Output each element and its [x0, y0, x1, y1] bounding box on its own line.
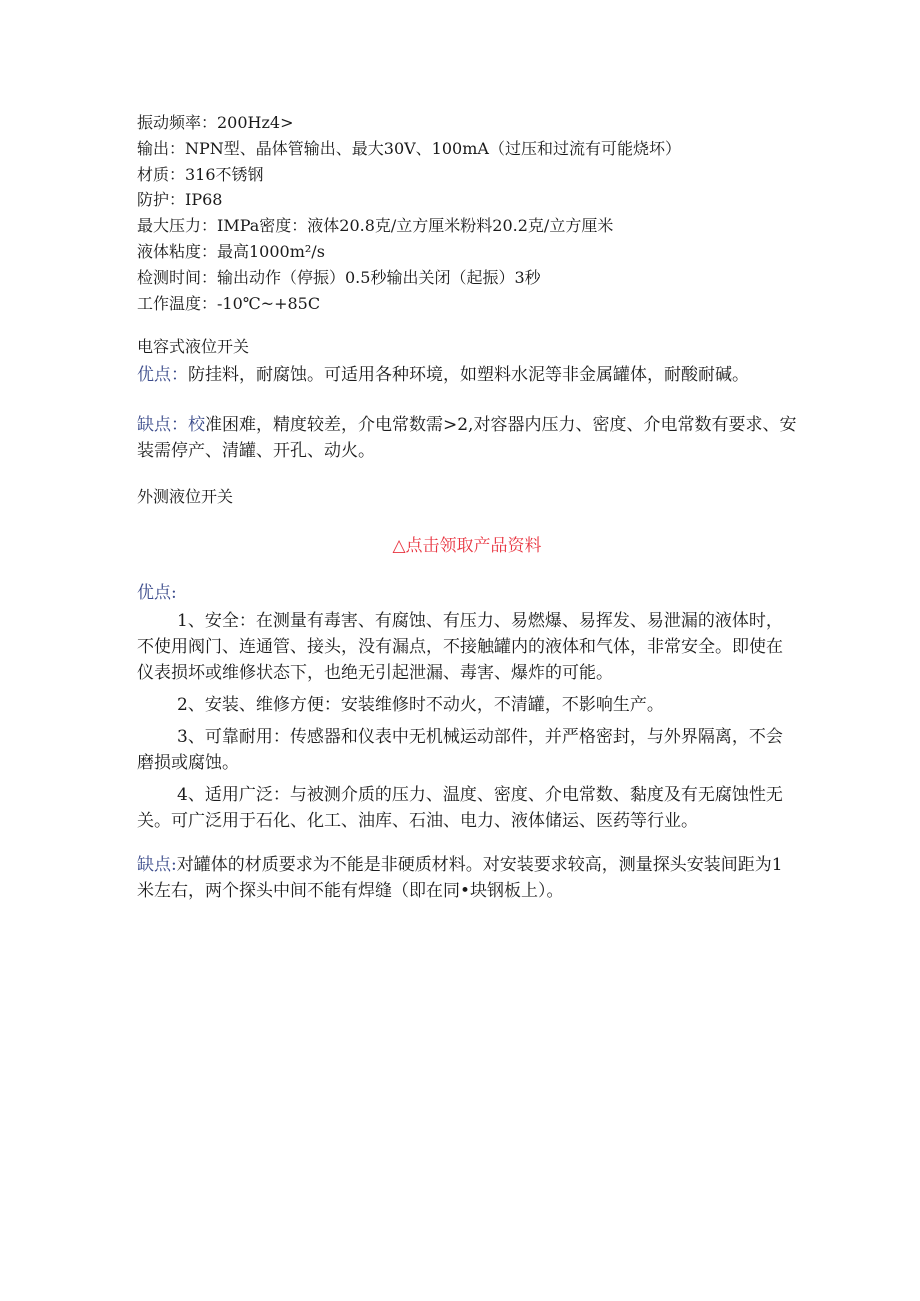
capacitive-section-title: 电容式液位开关 — [137, 337, 250, 357]
external-section-title: 外测液位开关 — [137, 487, 234, 507]
capacitive-cons-text: 准困难，精度较差，介电常数需>2,对容器内压力、密度、介电常数有要求、安装需停产、清罐、开孔、动火。 — [137, 415, 797, 462]
spec-detection-time: 检测时间：输出动作（停振）0.5秒输出关闭（起振）3秒 — [137, 267, 541, 287]
capacitive-cons — [137, 412, 797, 464]
spec-vibration-frequency: 振动频率：200Hz4> — [137, 113, 294, 132]
spec-working-temperature: 工作温度：-10℃~+85C — [137, 293, 321, 313]
document-page — [137, 110, 797, 904]
capacitive-pros — [137, 362, 797, 388]
spec-max-pressure: 最大压力：IMPa密度：液体20.8克/立方厘米粉料20.2克/立方厘米 — [137, 216, 614, 236]
capacitive-pros-text: 防挂料，耐腐蚀。可适用各种环境，如塑料水泥等非金属罐体，耐酸耐碱。 — [188, 365, 749, 386]
external-cons — [137, 852, 797, 904]
external-pros-item-installation: 2、安装、维修方便：安装维修时不动火，不清罐，不影响生产。 — [177, 695, 664, 716]
spec-output: 输出：NPN型、晶体管输出、最大30V、100mA（过压和过流有可能烧坏） — [137, 138, 681, 158]
external-pros-item-applicability: 4、适用广泛：与被测介质的压力、温度、密度、介电常数、黏度及有无腐蚀性无关。可广泛用于石化、化工、油库、石油、电力、液体储运、医药等行业。 — [137, 785, 783, 832]
get-product-info-link[interactable]: △点击领取产品资料 — [392, 536, 542, 557]
external-cons-text: 对罐体的材质要求为不能是非硬质材料。对安装要求较高，测量探头安装间距为1米左右，两个探头中间不能有焊缝（即在同•块钢板上）。 — [137, 855, 783, 902]
spec-material: 材质：316不锈钢 — [137, 164, 264, 184]
external-pros-item-reliability: 3、可靠耐用：传感器和仪表中无机械运动部件，并严格密封，与外界隔离，不会磨损或腐蚀。 — [137, 727, 783, 774]
capacitive-cons-label: 缺点： — [137, 415, 188, 436]
external-pros-label: 优点: — [137, 583, 177, 604]
spec-viscosity: 液体粘度：最高1000m²/s — [137, 241, 325, 261]
capacitive-pros-label: 优点： — [137, 365, 188, 386]
external-cons-label: 缺点: — [137, 855, 177, 876]
spec-protection: 防护：IP68 — [137, 190, 223, 210]
external-pros-item-safety: 1、安全：在测量有毒害、有腐蚀、有压力、易燃爆、易挥发、易泄漏的液体时，不使用阀门、连通管、接头，没有漏点，不接触罐内的液体和气体，非常安全。即使在仪表损坏或维修状态下，也绝无引起泄漏、毒害、爆炸的可能。 — [137, 611, 783, 684]
capacitive-cons-first-char: 校 — [188, 415, 205, 436]
spec-list — [137, 110, 797, 316]
